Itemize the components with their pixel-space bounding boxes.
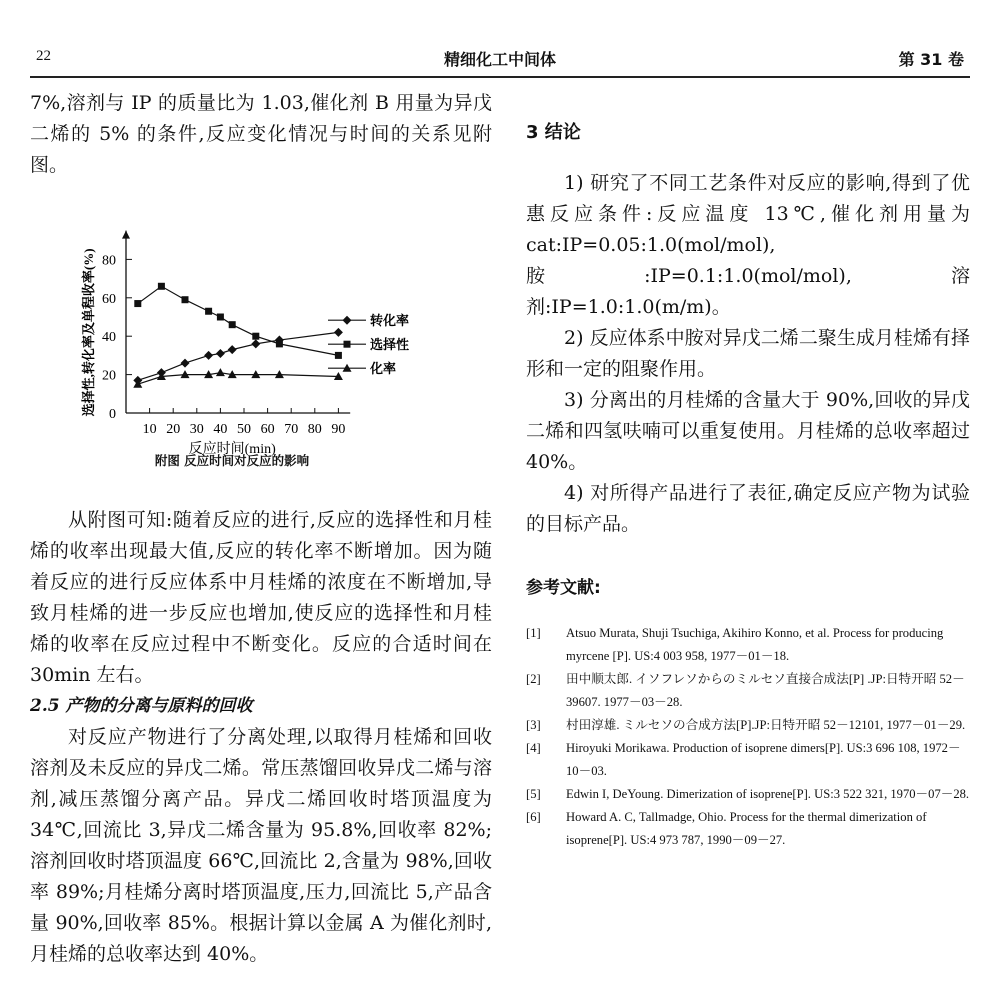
series-line xyxy=(138,373,339,385)
reference-text: Hiroyuki Morikawa. Production of isoprene dimers[P]. US:3 696 108, 1972－10－03. xyxy=(566,741,961,778)
spacer xyxy=(526,540,970,574)
section-3-title xyxy=(526,118,970,148)
x-tick-label: 70 xyxy=(284,422,299,437)
square-marker xyxy=(252,333,259,340)
right-column xyxy=(526,88,970,852)
diamond-marker xyxy=(334,328,343,337)
x-tick-label: 60 xyxy=(260,422,275,437)
references-title: 参考文献: xyxy=(526,578,601,598)
x-tick-label: 40 xyxy=(213,422,228,437)
section-2-5-body: 对反应产物进行了分离处理,以取得月桂烯和回收溶剂及未反应的异戊二烯。常压蒸馏回收异戊二烯与溶剂,减压蒸馏分离产品。异戊二烯回收时塔顶温度为 34℃,回流比 3,异戊二烯含量为 95.8%,回收率 82%;溶剂回收时塔顶温度 66℃,回流比 2,含量为 98%,回收率 89%;月桂烯分离时塔顶温度,压力,回流比 5,产品含量 90%,回收率 85%。根据计算以金属 A 为催化剂时,月桂烯的总收率达到 40%。 xyxy=(30,726,492,965)
reference-item xyxy=(526,622,970,668)
x-tick-label: 30 xyxy=(189,422,204,437)
section-2-5-title: 2.5 产物的分离与原料的回收 xyxy=(30,696,253,716)
reference-number: [2] xyxy=(526,672,541,686)
diamond-marker xyxy=(343,316,352,325)
x-tick-label: 10 xyxy=(142,422,157,437)
reference-number: [4] xyxy=(526,741,541,755)
spacer xyxy=(526,602,970,622)
analysis-paragraph: 从附图可知:随着反应的进行,反应的选择性和月桂烯的收率出现最大值,反应的转化率不断增加。因为随着反应的进行反应体系中月桂烯的浓度在不断增加,导致月桂烯的进一步反应也增加,使反应的选择性和月桂烯的收率在反应过程中不断变化。反应的合适时间在 30min 左右。 xyxy=(30,509,492,686)
page-number: 22 xyxy=(36,48,51,64)
triangle-marker xyxy=(216,368,225,376)
reference-item xyxy=(526,714,970,737)
y-tick-label: 20 xyxy=(102,368,116,384)
volume-label: 第 31 卷 xyxy=(898,50,964,69)
x-axis-label: 反应时间(min) xyxy=(188,442,276,457)
reference-number: [6] xyxy=(526,810,541,824)
reference-number: [5] xyxy=(526,787,541,801)
figure xyxy=(74,197,470,477)
reference-number: [1] xyxy=(526,626,541,640)
intro-paragraph: 7%,溶剂与 IP 的质量比为 1.03,催化剂 B 用量为异戊二烯的 5% 的条件,反应变化情况与时间的关系见附图。 xyxy=(30,92,492,176)
reference-item xyxy=(526,737,970,783)
conclusions-list xyxy=(526,168,970,540)
square-marker xyxy=(205,308,212,315)
spacer xyxy=(526,148,970,168)
square-marker xyxy=(344,341,351,348)
square-marker xyxy=(217,314,224,321)
square-marker xyxy=(158,283,165,290)
square-marker xyxy=(276,340,283,347)
diamond-marker xyxy=(228,345,237,354)
square-marker xyxy=(229,321,236,328)
references-list xyxy=(526,622,970,852)
reference-text: 田中顺太郎. イソフレソからのミルセソ直接合成法[P] .JP:日特开昭 52－39607. 1977－03－28. xyxy=(566,672,965,709)
conclusion-item: 1) 研究了不同工艺条件对反应的影响,得到了优惠反应条件:反应温度 13℃,催化剂用量为 cat:IP=0.05:1.0(mol/mol),胺:IP=0.1:1.0(mol/mol),溶剂:IP=1.0:1.0(m/m)。 xyxy=(526,172,970,318)
reference-number: [3] xyxy=(526,718,541,732)
journal-title: 精细化工中间体 xyxy=(443,50,556,69)
x-tick-label: 90 xyxy=(331,422,346,437)
figure-caption: 附图 反应时间对反应的影响 xyxy=(154,453,310,468)
reference-item xyxy=(526,668,970,714)
y-tick-label: 80 xyxy=(102,253,116,269)
y-axis-label: 选择性,转化率及单程收率(%) xyxy=(81,248,96,417)
chart-axes xyxy=(81,231,350,457)
square-marker xyxy=(182,296,189,303)
running-header xyxy=(30,40,970,78)
chart-legend xyxy=(328,313,409,376)
chart-marks xyxy=(133,283,343,388)
series-line xyxy=(138,332,339,380)
reference-item xyxy=(526,806,970,852)
diamond-marker xyxy=(204,351,213,360)
series-line xyxy=(138,286,339,355)
y-axis-arrow xyxy=(122,231,130,239)
conclusion-item: 3) 分离出的月桂烯的含量大于 90%,回收的异戊二烯和四氢呋喃可以重复使用。月桂烯的总收率超过 40%。 xyxy=(526,389,970,473)
legend-label: 转化率 xyxy=(370,313,410,329)
reference-text: 村田淳雄. ミルセソの合成方法[P].JP:日特开昭 52－12101, 1977－01－29. xyxy=(566,718,966,732)
legend-label: 选择性 xyxy=(370,337,410,353)
reaction-time-chart xyxy=(74,197,470,457)
x-tick-label: 20 xyxy=(166,422,181,437)
y-tick-label: 0 xyxy=(109,407,116,422)
conclusion-item: 4) 对所得产品进行了表征,确定反应产物为试验的目标产品。 xyxy=(526,482,970,535)
y-tick-label: 40 xyxy=(102,330,116,346)
x-tick-label: 80 xyxy=(307,422,322,437)
diamond-marker xyxy=(216,349,225,358)
reference-text: Howard A. C, Tallmadge, Ohio. Process for the thermal dimerization of isoprene[P]. US:4 973 787, 1990－09－27. xyxy=(566,810,927,847)
diamond-marker xyxy=(181,359,190,368)
reference-item xyxy=(526,783,970,806)
conclusion-item: 2) 反应体系中胺对异戊二烯二聚生成月桂烯有择形和一定的阻聚作用。 xyxy=(526,327,970,380)
diamond-marker xyxy=(251,339,260,348)
reference-text: Atsuo Murata, Shuji Tsuchiga, Akihiro Konno, et al. Process for producing myrcene [P]. US:4 003 958, 1977－01－18. xyxy=(566,626,944,663)
legend-label: 化率 xyxy=(370,361,397,377)
y-tick-label: 60 xyxy=(102,291,116,307)
square-marker xyxy=(335,352,342,359)
x-tick-label: 50 xyxy=(237,422,251,437)
reference-text: Edwin I, DeYoung. Dimerization of isoprene[P]. US:3 522 321, 1970－07－28. xyxy=(566,787,970,801)
spacer xyxy=(526,88,970,118)
square-marker xyxy=(134,300,141,307)
section-3-name: 3 结论 xyxy=(526,122,581,143)
